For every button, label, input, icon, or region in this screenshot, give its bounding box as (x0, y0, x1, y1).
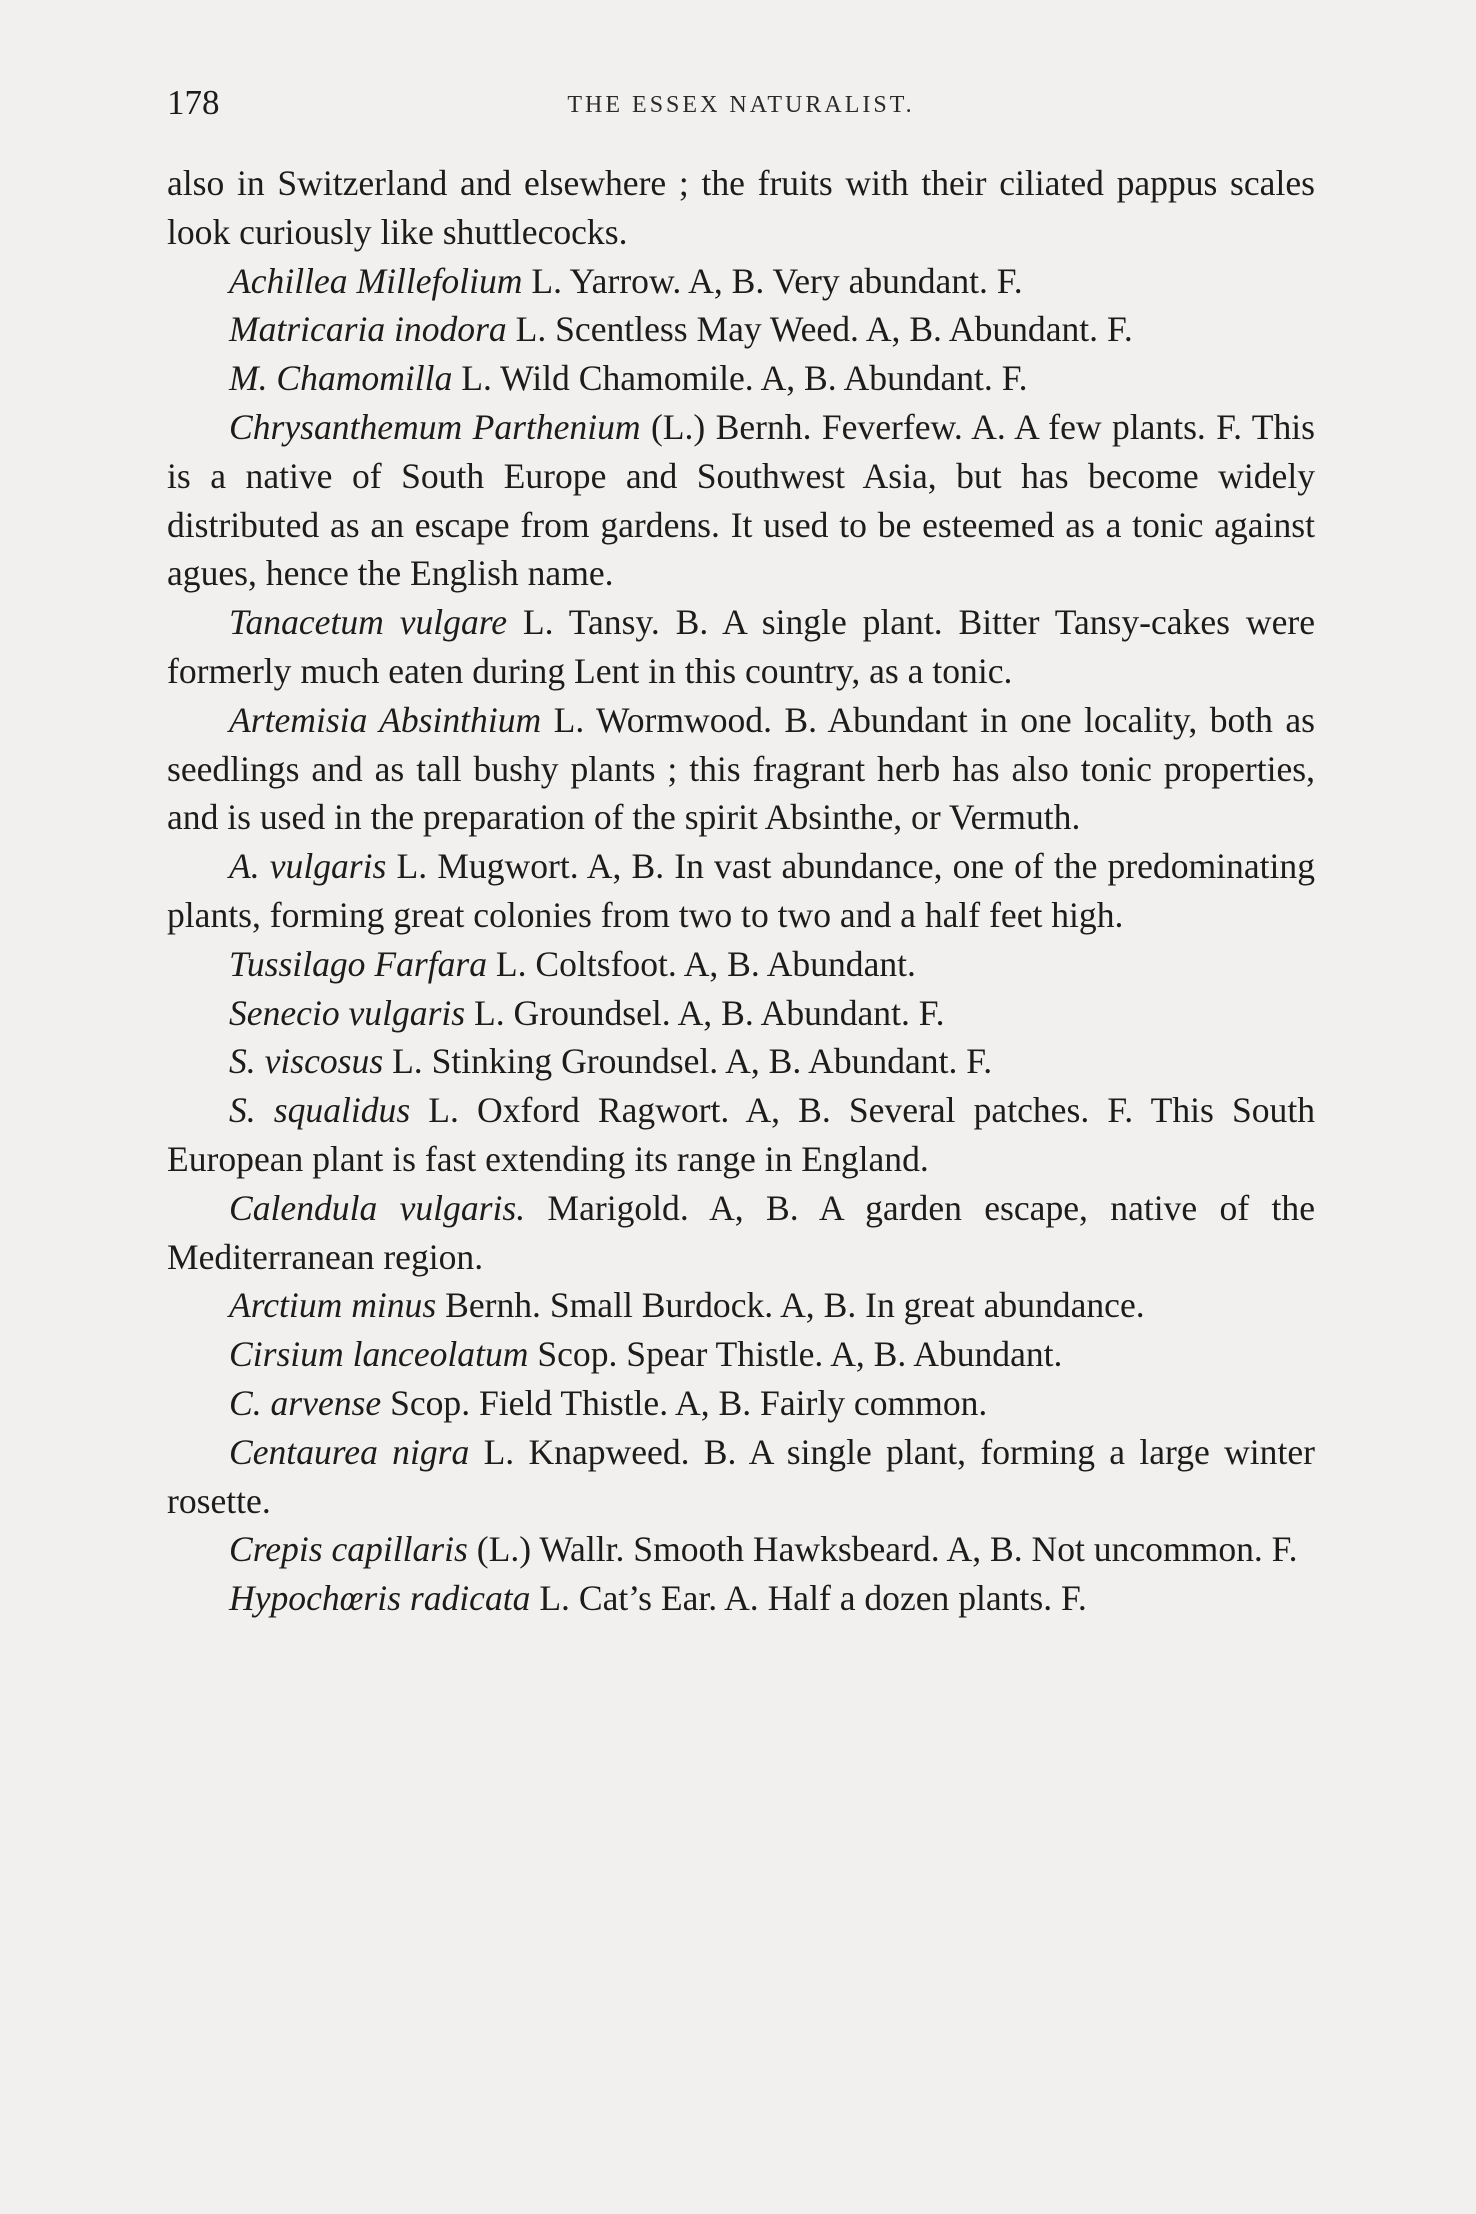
species-name: Achillea Millefolium (229, 260, 523, 301)
species-entry (167, 598, 1315, 696)
species-entry (167, 354, 1315, 403)
entry-text: L. Yarrow. A, B. Very abundant. F. (522, 260, 1023, 301)
species-name: M. Chamomilla (229, 358, 453, 399)
species-name: S. squalidus (229, 1090, 411, 1131)
species-name: Centaurea nigra (229, 1431, 470, 1472)
species-entry (167, 1037, 1315, 1086)
continued-paragraph (167, 159, 1315, 257)
species-name: S. viscosus (229, 1041, 384, 1082)
species-name: Matricaria inodora (229, 309, 507, 350)
running-head: THE ESSEX NATURALIST. (567, 92, 915, 118)
page-header (167, 78, 1315, 128)
page-number: 178 (167, 83, 220, 122)
entry-text: L. Wild Chamomile. A, B. Abundant. F. (452, 358, 1028, 399)
species-entry (167, 1281, 1315, 1330)
species-name: Arctium minus (229, 1285, 437, 1326)
species-entry (167, 1330, 1315, 1379)
entry-text: L. Stinking Groundsel. A, B. Abundant. F. (383, 1041, 993, 1082)
species-entry (167, 842, 1315, 940)
species-entry (167, 940, 1315, 989)
entry-text: L. Cat’s Ear. A. Half a dozen plants. F. (530, 1578, 1087, 1619)
entry-text: L. Oxford Ragwort. A, B. Several patches. F. This South European plant is fast extending its range in England. (167, 1090, 1315, 1179)
entry-text: (L.) Bernh. Feverfew. A. A few plants. F. This is a native of South Europe and Southwest Asia, but has become widely distributed as an escape from gardens. It used to be esteemed as a tonic against agues, hence the English name. (167, 406, 1315, 594)
entry-text: Bernh. Small Burdock. A, B. In great abundance. (436, 1285, 1145, 1326)
species-entry (167, 305, 1315, 354)
species-entry (167, 1086, 1315, 1184)
body-text (167, 159, 1315, 1623)
entry-text: Scop. Spear Thistle. A, B. Abundant. (528, 1334, 1063, 1375)
species-name: Chrysanthemum Parthenium (229, 406, 641, 447)
entry-text: Marigold. A, B. A garden escape, native of the Mediterranean region. (167, 1187, 1315, 1277)
entry-text: L. Scentless May Weed. A, B. Abundant. F. (506, 309, 1133, 350)
species-name: Senecio vulgaris (229, 992, 466, 1033)
species-entry (167, 989, 1315, 1038)
species-entry (167, 1184, 1315, 1282)
entry-text: L. Wormwood. B. Abundant in one locality, both as seedlings and as tall bushy plants ; this fragrant herb has also tonic properties, and is used in the preparation of the spirit Absinthe, or Vermuth. (167, 699, 1315, 838)
species-name: Artemisia Absinthium (229, 699, 542, 740)
species-name: Crepis capillaris (229, 1529, 468, 1570)
species-entry (167, 1525, 1315, 1574)
species-name: Tanacetum vulgare (229, 602, 508, 643)
species-entry (167, 1379, 1315, 1428)
species-name: Calendula vulgaris. (229, 1187, 526, 1228)
species-entry (167, 696, 1315, 842)
entry-text: L. Groundsel. A, B. Abundant. F. (465, 992, 945, 1033)
species-entry (167, 257, 1315, 306)
species-name: Tussilago Farfara (229, 943, 488, 984)
species-entry (167, 1428, 1315, 1526)
entry-text: Scop. Field Thistle. A, B. Fairly common. (381, 1382, 988, 1423)
species-name: Cirsium lanceolatum (229, 1334, 529, 1375)
entry-text: L. Coltsfoot. A, B. Abundant. (487, 943, 916, 984)
species-name: A. vulgaris (229, 846, 387, 887)
entry-text: L. Mugwort. A, B. In vast abundance, one of the predominating plants, forming great colonies from two to two and a half feet high. (167, 846, 1315, 935)
entry-text: L. Tansy. B. A single plant. Bitter Tansy-cakes were formerly much eaten during Lent in this country, as a tonic. (167, 602, 1315, 691)
species-name: C. arvense (229, 1382, 382, 1423)
species-entry (167, 1574, 1315, 1623)
species-entry (167, 403, 1315, 598)
entry-text: also in Switzerland and elsewhere ; the fruits with their ciliated pappus scales look curiously like shuttlecocks. (167, 163, 1315, 252)
species-name: Hypochœris radicata (229, 1578, 531, 1619)
entry-text: (L.) Wallr. Smooth Hawksbeard. A, B. Not uncommon. F. (467, 1529, 1298, 1570)
entry-text: L. Knapweed. B. A single plant, forming a large winter rosette. (167, 1431, 1315, 1521)
